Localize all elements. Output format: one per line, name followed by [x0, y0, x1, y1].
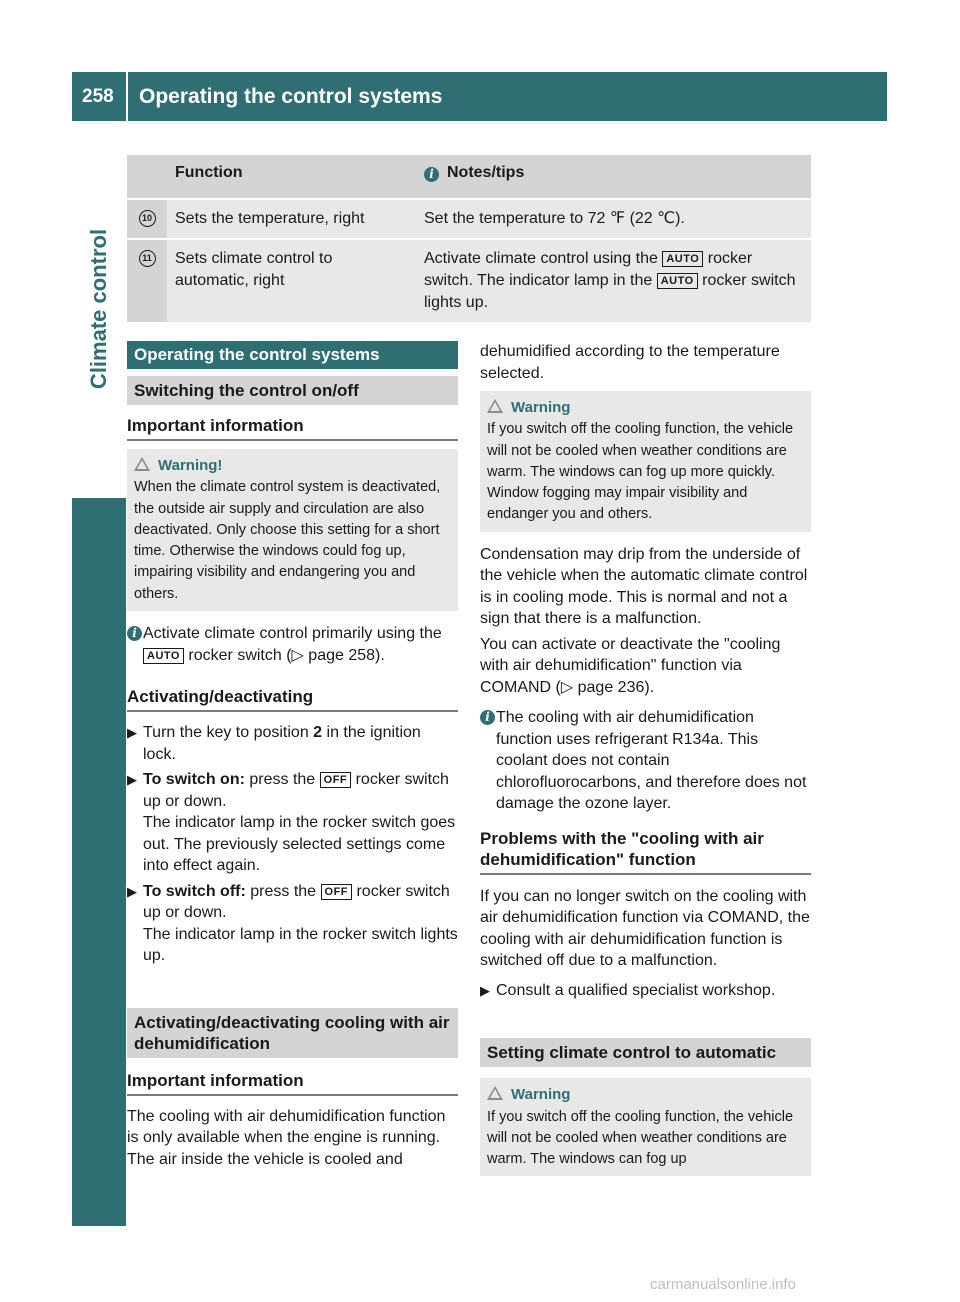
table-header-row [127, 155, 811, 200]
watermark: carmanualsonline.info [650, 1276, 796, 1293]
warning-triangle-icon [134, 457, 150, 471]
page-number: 258 [72, 72, 126, 121]
step-item: ▶ To switch off: press the OFF rocker switch up or down. The indicator lamp in the rocker switch lights up. [127, 882, 458, 965]
important-info-heading: Important information [127, 1070, 458, 1096]
number-11-icon: 11 [139, 250, 156, 267]
info-icon: i [480, 710, 495, 725]
step-item: ▶ Turn the key to position 2 in the ignition lock. [127, 724, 421, 763]
activate-paragraph: You can activate or deactivate the "cooling with air dehumidification" function via COMAND (▷ page 236). [480, 635, 781, 696]
warning-triangle-icon [487, 1086, 503, 1100]
row-number-cell [127, 200, 167, 240]
info-icon: i [424, 167, 439, 182]
auto-key-icon: AUTO [657, 273, 698, 289]
arrow-icon: ▶ [480, 982, 490, 998]
warning-box: Warning If you switch off the cooling function, the vehicle will not be cooled when weather conditions are warm. The windows can fog up [480, 1078, 811, 1176]
section-heading: Operating the control systems [127, 341, 458, 369]
automatic-subsection-heading: Setting climate control to automatic [480, 1038, 811, 1067]
header-notes-label: Notes/tips [447, 164, 525, 181]
off-key-icon: OFF [320, 772, 352, 788]
row-number-cell [127, 240, 167, 324]
header-function: Function [167, 155, 416, 200]
arrow-icon: ▶ [127, 772, 137, 788]
important-info-heading: Important information [127, 415, 458, 441]
cooling-subsection-heading: Activating/deactivating cooling with air dehumidification [127, 1008, 458, 1058]
condensation-paragraph: Condensation may drip from the underside of the vehicle when the automatic climate control is in cooling mode. This is normal and not a sign that there is a malfunction. [480, 545, 808, 628]
off-key-icon: OFF [321, 884, 353, 900]
table-row [127, 240, 811, 324]
function-cell: Sets the temperature, right [167, 200, 416, 240]
warning-triangle-icon [487, 399, 503, 413]
step-item: ▶ Consult a qualified specialist workshop. [480, 980, 811, 1002]
side-tab-bar [72, 498, 126, 1226]
problems-paragraph: If you can no longer switch on the cooling with air dehumidification function via COMAND, the cooling with air dehumidification function is switched off due to a malfunction. [480, 887, 810, 970]
notes-cell: Activate climate control using the AUTO rocker switch. The indicator lamp in the AUTO rocker switch lights up. [416, 240, 811, 324]
auto-key-icon: AUTO [143, 648, 184, 664]
subsection-heading: Switching the control on/off [127, 376, 458, 405]
continued-paragraph: dehumidified according to the temperature selected. [480, 343, 780, 382]
cooling-paragraph: The cooling with air dehumidification function is only available when the engine is running. The air inside the vehicle is cooled and [127, 1107, 446, 1168]
function-cell: Sets climate control to automatic, right [167, 240, 416, 324]
page-title: Operating the control systems [128, 72, 887, 121]
side-tab [74, 124, 124, 494]
left-column [127, 341, 458, 1170]
header-notes [416, 155, 811, 200]
info-note: i Activate climate control primarily using the AUTO rocker switch (▷ page 258). [127, 623, 458, 666]
table-row [127, 200, 811, 240]
info-icon: i [127, 626, 142, 641]
arrow-icon: ▶ [127, 725, 137, 741]
header-number-cell [127, 155, 167, 200]
arrow-icon: ▶ [127, 883, 137, 899]
notes-cell: Set the temperature to 72 ℉ (22 ℃). [416, 200, 811, 240]
function-table [127, 155, 811, 324]
auto-key-icon: AUTO [662, 251, 703, 267]
side-tab-label: Climate control [86, 228, 111, 390]
step-item: ▶ To switch on: press the OFF rocker switch up or down. The indicator lamp in the rocker switch goes out. The previously selected settings come into effect again. [127, 771, 456, 875]
number-10-icon: 10 [139, 210, 156, 227]
activating-heading: Activating/deactivating [127, 686, 458, 712]
warning-box: Warning! When the climate control system is deactivated, the outside air supply and circulation are also deactivated. Only choose this setting for a short time. Otherwise the windows could fog up, impairing visibility and endangering you and others. [127, 449, 458, 611]
info-note: i The cooling with air dehumidification function uses refrigerant R134a. This coolant does not contain chlorofluorocarbons, and therefore does not damage the ozone layer. [480, 707, 811, 815]
warning-box: Warning If you switch off the cooling function, the vehicle will not be cooled when weather conditions are warm. The windows can fog up more quickly. Window fogging may impair visibility and endanger you and others. [480, 391, 811, 532]
problems-heading: Problems with the "cooling with air dehumidification" function [480, 828, 811, 875]
right-column [480, 341, 811, 1176]
